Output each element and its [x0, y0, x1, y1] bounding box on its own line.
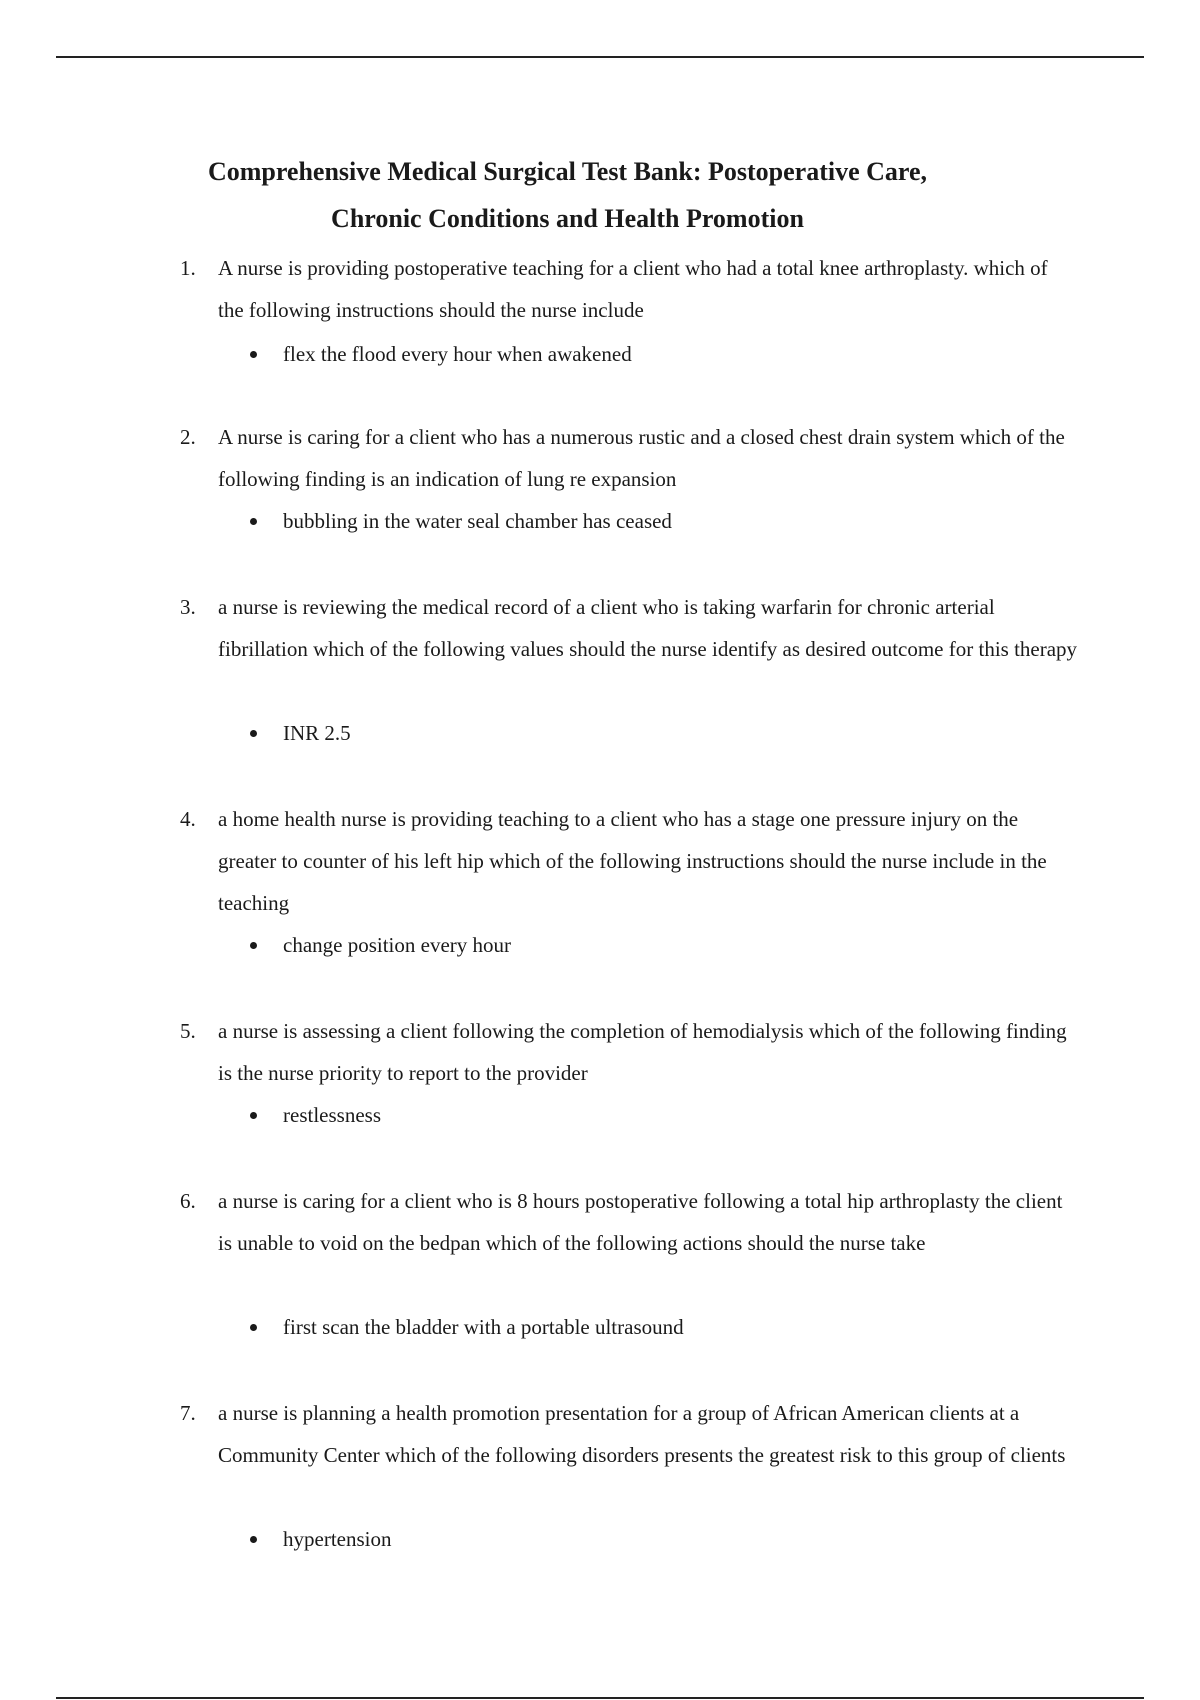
bottom-rule — [56, 1697, 1144, 1699]
question-text: A nurse is providing postoperative teaching for a client who had a total knee arthroplasty. which of the following instructions should the nurse include — [218, 256, 1048, 322]
question-text: a nurse is assessing a client following the completion of hemodialysis which of the following finding is the nurse priority to report to the provider — [218, 1019, 1067, 1085]
question-number: 2. — [180, 425, 196, 449]
bullet-icon — [250, 518, 257, 525]
bullet-icon — [250, 942, 257, 949]
question-text: a nurse is caring for a client who is 8 hours postoperative following a total hip arthroplasty the client is unable to void on the bedpan which of the following actions should the nurse take — [218, 1189, 1063, 1255]
answer-text: flex the flood every hour when awakened — [283, 342, 632, 366]
answer-text: hypertension — [283, 1527, 392, 1551]
question-text: A nurse is caring for a client who has a numerous rustic and a closed chest drain system which of the following finding is an indication of lung re expansion — [218, 425, 1065, 491]
bullet-icon — [250, 730, 257, 737]
question-number: 3. — [180, 595, 196, 619]
question-text: a nurse is planning a health promotion presentation for a group of African American clients at a Community Center which of the following disorders presents the greatest risk to this group of clients — [218, 1401, 1066, 1467]
answer-text: change position every hour — [283, 933, 512, 957]
answer-text: restlessness — [283, 1103, 381, 1127]
document-title — [100, 148, 1035, 242]
answer-item — [250, 924, 511, 966]
answer-item — [250, 712, 351, 754]
answer-item — [250, 500, 672, 542]
question-text: a home health nurse is providing teaching to a client who has a stage one pressure injury on the greater to counter of his left hip which of the following instructions should the nurse include in the teaching — [218, 807, 1047, 915]
bullet-icon — [250, 1112, 257, 1119]
answer-text: bubbling in the water seal chamber has ceased — [283, 509, 672, 533]
answer-text: first scan the bladder with a portable ultrasound — [283, 1315, 684, 1339]
question-number: 6. — [180, 1189, 196, 1213]
question-number: 7. — [180, 1401, 196, 1425]
answer-item — [250, 1518, 391, 1560]
title-line-1: Comprehensive Medical Surgical Test Bank: Postoperative Care, — [207, 157, 928, 186]
bullet-icon — [250, 351, 257, 358]
top-rule — [56, 56, 1144, 58]
question-number: 4. — [180, 807, 196, 831]
answer-text: INR 2.5 — [283, 721, 351, 745]
answer-item — [250, 1306, 684, 1348]
bullet-icon — [250, 1536, 257, 1543]
title-line-2: Chronic Conditions and Health Promotion — [331, 204, 804, 233]
question-text: a nurse is reviewing the medical record of a client who is taking warfarin for chronic arterial fibrillation which of the following values should the nurse identify as desired outcome for this therapy — [218, 595, 1078, 661]
answer-item — [250, 333, 632, 375]
bullet-icon — [250, 1324, 257, 1331]
question-number: 1. — [180, 256, 196, 280]
answer-item — [250, 1094, 381, 1136]
question-number: 5. — [180, 1019, 196, 1043]
